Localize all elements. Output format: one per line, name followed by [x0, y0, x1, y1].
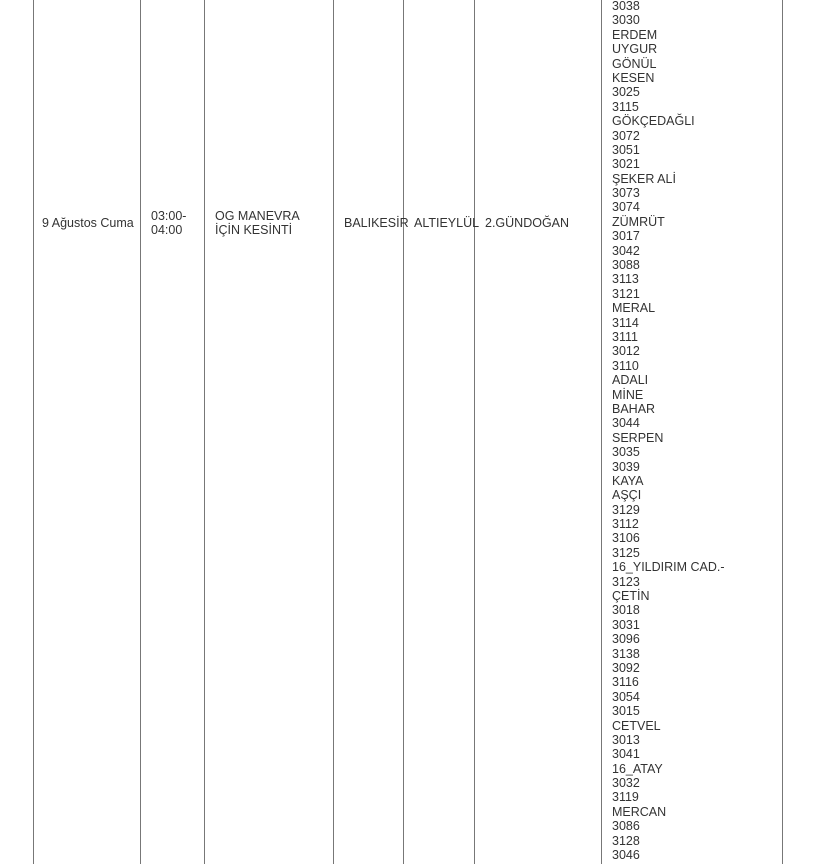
street-item: 3096	[612, 632, 640, 647]
column-border	[333, 0, 334, 864]
street-item: 3074	[612, 200, 640, 215]
street-item: 3051	[612, 142, 640, 157]
street-item: 3121	[612, 286, 640, 301]
street-item: 16_ATAY	[612, 761, 663, 776]
street-item: 3017	[612, 229, 640, 244]
street-item: MERCAN	[612, 804, 667, 819]
district-cell: ALTIEYLÜL	[414, 216, 480, 230]
street-item: 3129	[612, 502, 640, 517]
street-item: 3128	[612, 833, 640, 848]
street-item: 3092	[612, 660, 640, 675]
street-item: 3073	[612, 186, 640, 201]
city-cell: BALIKESİR	[344, 216, 409, 230]
time-cell: 03:00- 04:00	[151, 209, 187, 238]
street-item: SERPEN	[612, 430, 664, 445]
street-item: GÖKÇEDAĞLI	[612, 114, 695, 129]
streets-list	[612, 0, 725, 862]
street-item: 3115	[612, 99, 639, 114]
street-item: 3072	[612, 128, 640, 143]
column-border	[474, 0, 475, 864]
street-item: 3013	[612, 732, 640, 747]
street-item: CETVEL	[612, 718, 661, 733]
street-item: ADALI	[612, 373, 649, 388]
street-item: ÇETİN	[612, 589, 650, 604]
street-item: 3113	[612, 272, 639, 287]
column-border	[204, 0, 205, 864]
street-item: MERAL	[612, 301, 656, 316]
street-item: 3042	[612, 243, 640, 258]
street-item: MİNE	[612, 387, 644, 402]
column-border	[403, 0, 404, 864]
street-item: 3110	[612, 358, 639, 373]
street-item: KAYA	[612, 473, 644, 488]
street-item: 3054	[612, 689, 640, 704]
street-item: 3030	[612, 13, 640, 28]
street-item: 3125	[612, 545, 640, 560]
column-border	[33, 0, 34, 864]
street-item: 3038	[612, 0, 640, 13]
date-cell: 9 Ağustos Cuma	[42, 216, 134, 230]
street-item: 3018	[612, 603, 640, 618]
street-item: BAHAR	[612, 401, 656, 416]
street-item: 3039	[612, 459, 640, 474]
street-item: 3114	[612, 315, 639, 330]
street-item: 3112	[612, 517, 639, 532]
street-item: 3086	[612, 819, 640, 834]
street-item: 3012	[612, 344, 640, 359]
street-item: GÖNÜL	[612, 56, 657, 71]
street-item: 3106	[612, 531, 640, 546]
street-item: 3046	[612, 848, 640, 863]
street-item: 16_YILDIRIM CAD.-	[612, 560, 725, 575]
column-border	[601, 0, 602, 864]
street-item: 3044	[612, 416, 640, 431]
street-item: UYGUR	[612, 42, 658, 57]
street-item: KESEN	[612, 70, 655, 85]
street-item: ERDEM	[612, 27, 658, 42]
street-item: 3035	[612, 445, 640, 460]
street-item: 3138	[612, 646, 640, 661]
street-item: 3119	[612, 790, 639, 805]
reason-cell: OG MANEVRA İÇİN KESİNTİ	[215, 209, 300, 238]
street-item: 3031	[612, 617, 640, 632]
street-item: 3015	[612, 704, 640, 719]
street-item: 3111	[612, 329, 638, 344]
street-item: 3041	[612, 747, 640, 762]
street-item: 3116	[612, 675, 639, 690]
street-item: 3123	[612, 574, 640, 589]
street-item: 3021	[612, 157, 640, 172]
street-item: 3088	[612, 258, 640, 273]
street-item: 3025	[612, 85, 640, 100]
column-border	[782, 0, 783, 864]
neighborhood-cell: 2.GÜNDOĞAN	[485, 216, 570, 230]
street-item: ZÜMRÜT	[612, 214, 665, 229]
street-item: ŞEKER ALİ	[612, 171, 676, 186]
street-item: 3032	[612, 776, 640, 791]
column-border	[140, 0, 141, 864]
street-item: AŞÇI	[612, 488, 642, 503]
